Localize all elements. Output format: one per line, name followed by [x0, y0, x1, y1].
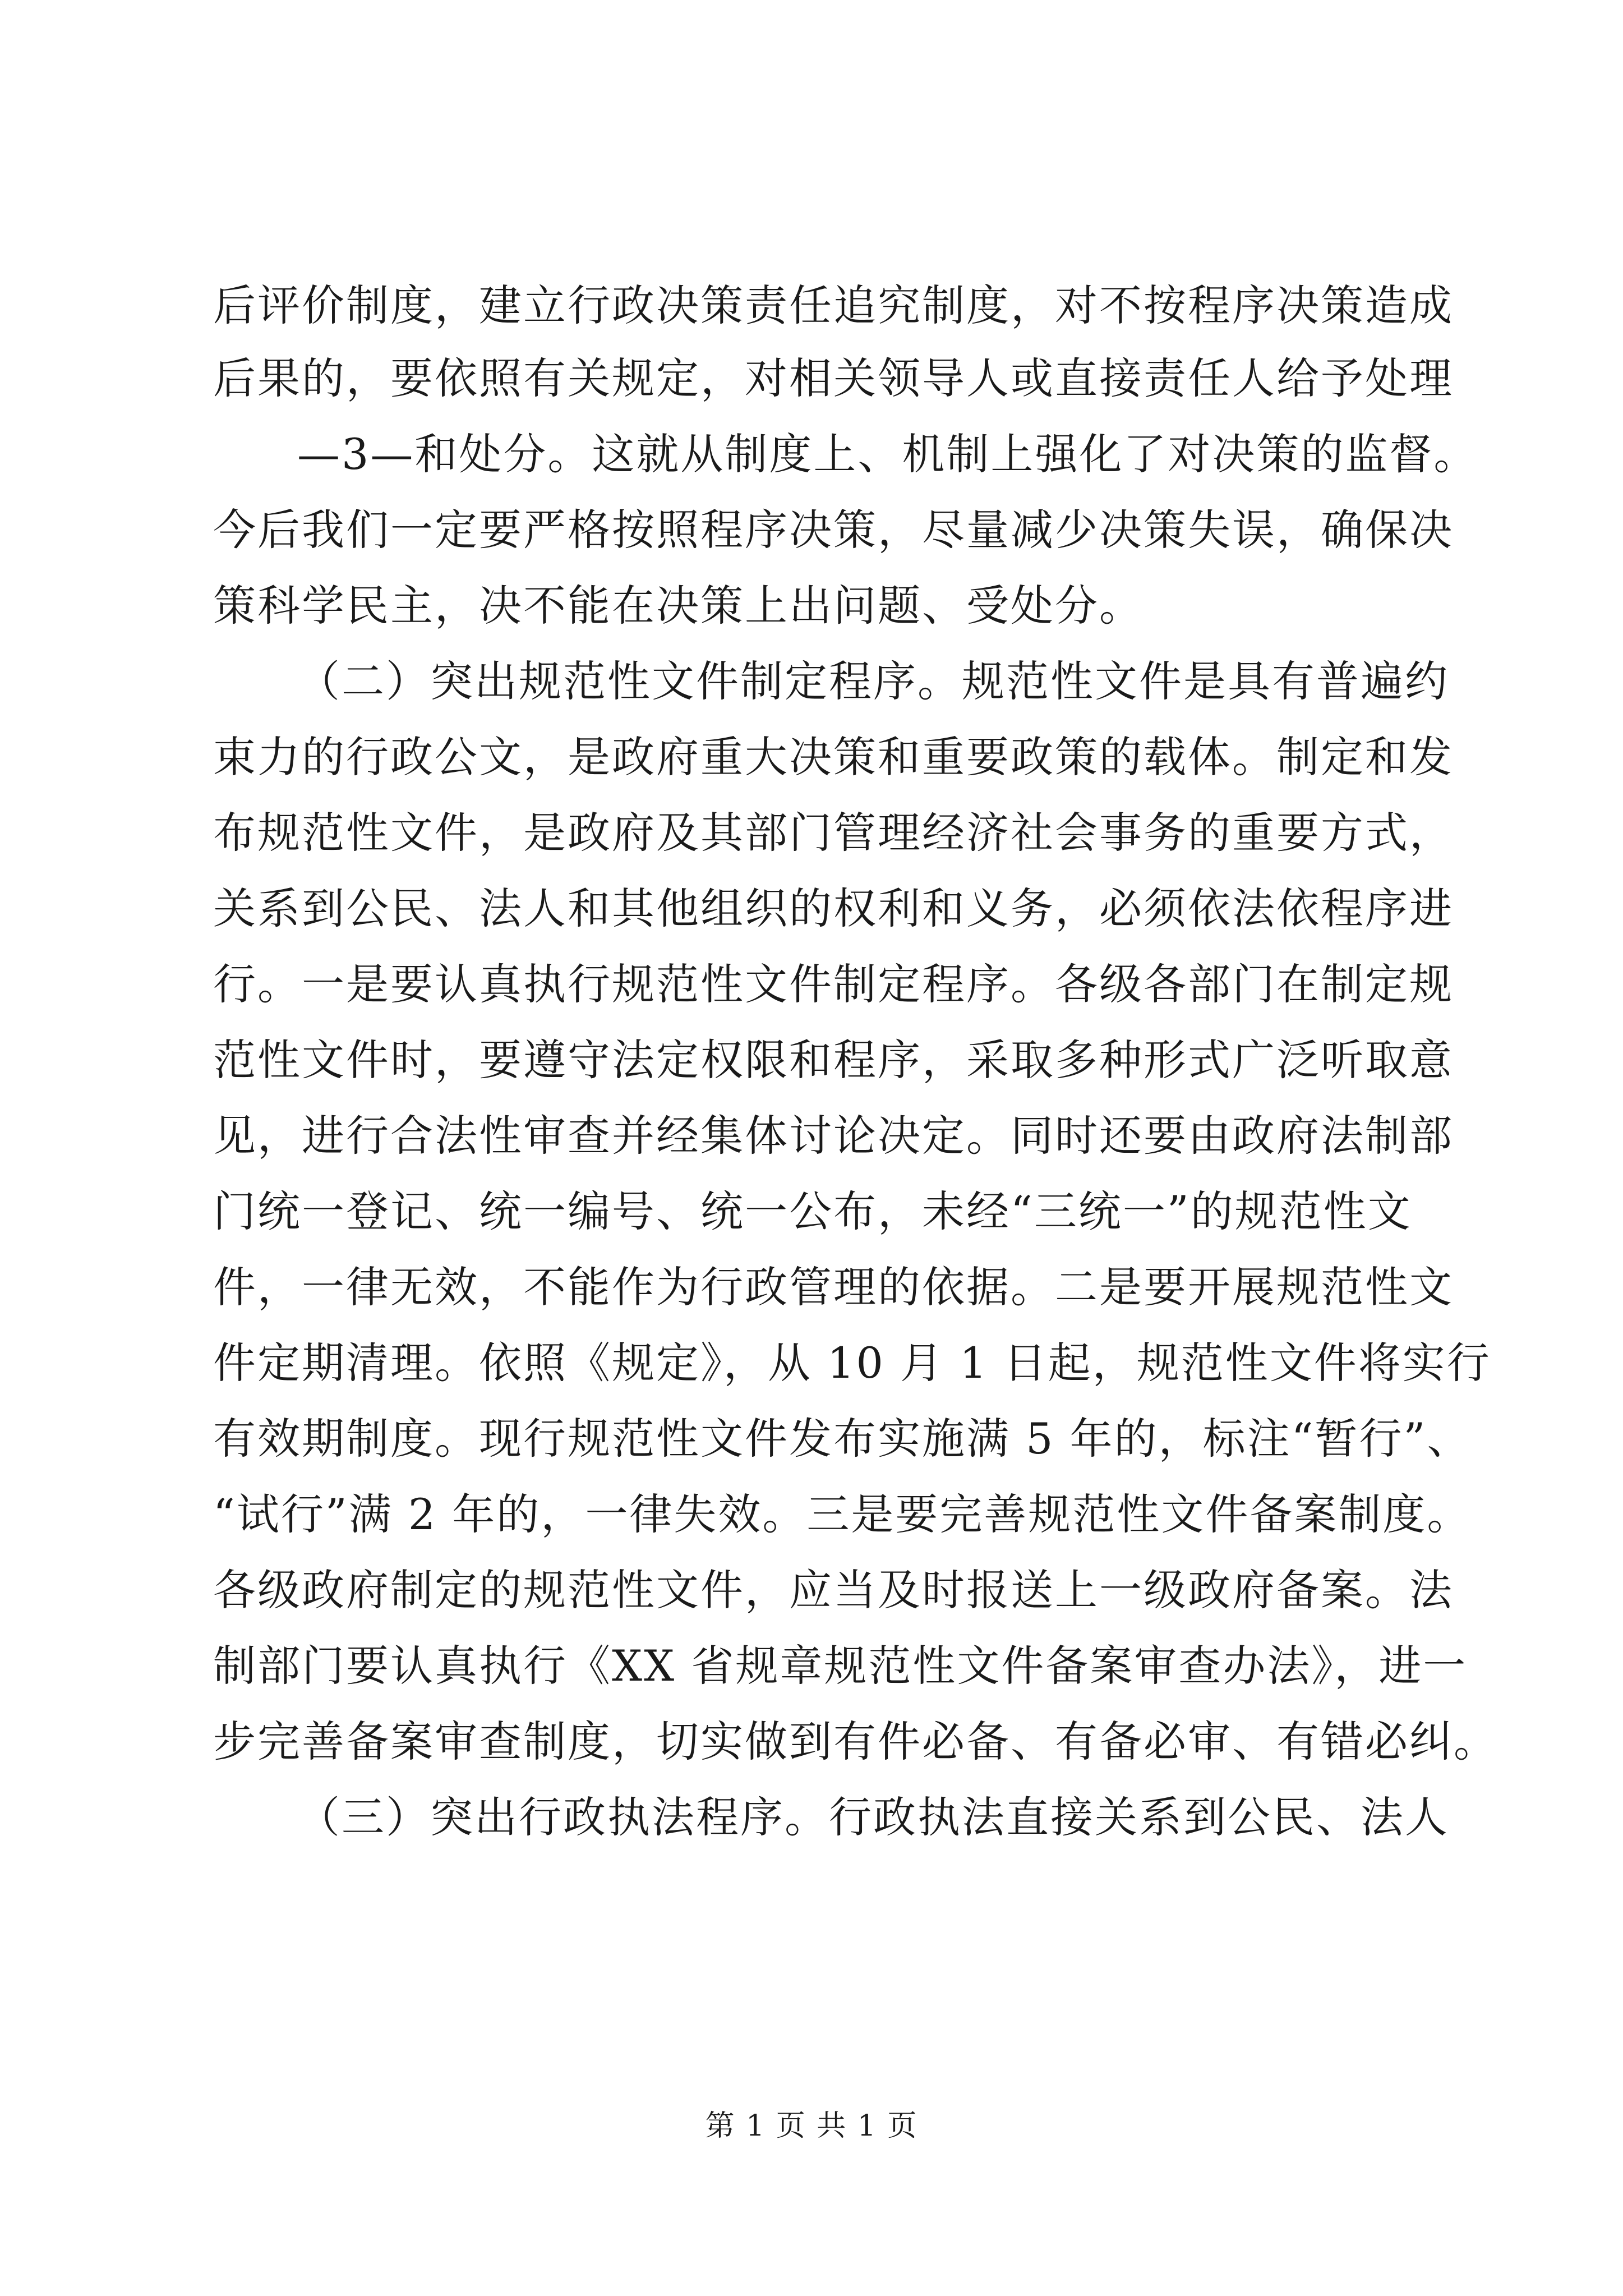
text-line: 制部门要认真执行《XX 省规章规范性文件备案审查办法》，进一	[213, 1641, 1468, 1691]
text-line: 各级政府制定的规范性文件，应当及时报送上一级政府备案。法	[213, 1565, 1454, 1615]
text-line: —3—和处分。这就从制度上、机制上强化了对决策的监督。	[297, 429, 1478, 479]
text-line: 今后我们一定要严格按照程序决策，尽量减少决策失误，确保决	[213, 505, 1454, 555]
text-line: “试行”满 2 年的，一律失效。三是要完善规范性文件备案制度。	[213, 1489, 1472, 1539]
text-line: 后评价制度，建立行政决策责任追究制度，对不按程序决策造成	[213, 280, 1454, 330]
text-line: 关系到公民、法人和其他组织的权利和义务，必须依法依程序进	[213, 884, 1454, 933]
text-line: 件，一律无效，不能作为行政管理的依据。二是要开展规范性文	[213, 1262, 1454, 1312]
text-line: 策科学民主，决不能在决策上出问题、受处分。	[213, 581, 1144, 631]
text-line: 行。一是要认真执行规范性文件制定程序。各级各部门在制定规	[213, 959, 1454, 1009]
text-line: （三）突出行政执法程序。行政执法直接关系到公民、法人	[297, 1792, 1449, 1842]
text-line: 布规范性文件，是政府及其部门管理经济社会事务的重要方式，	[213, 808, 1454, 858]
text-line: （二）突出规范性文件制定程序。规范性文件是具有普遍约	[297, 656, 1449, 706]
text-line: 束力的行政公文，是政府重大决策和重要政策的载体。制定和发	[213, 732, 1454, 782]
text-line: 有效期制度。现行规范性文件发布实施满 5 年的，标注“暂行”、	[213, 1414, 1472, 1464]
text-line: 见，进行合法性审查并经集体讨论决定。同时还要由政府法制部	[213, 1111, 1454, 1161]
text-line: 后果的，要依照有关规定，对相关领导人或直接责任人给予处理	[213, 353, 1454, 403]
text-line: 范性文件时，要遵守法定权限和程序，采取多种形式广泛听取意	[213, 1035, 1454, 1085]
text-line: 步完善备案审查制度，切实做到有件必备、有备必审、有错必纠。	[213, 1717, 1498, 1766]
text-line: 件定期清理。依照《规定》，从 10 月 1 日起，规范性文件将实行	[213, 1338, 1491, 1388]
page-footer: 第 1 页 共 1 页	[705, 2109, 918, 2143]
text-line: 门统一登记、统一编号、统一公布，未经“三统一”的规范性文	[213, 1186, 1412, 1236]
